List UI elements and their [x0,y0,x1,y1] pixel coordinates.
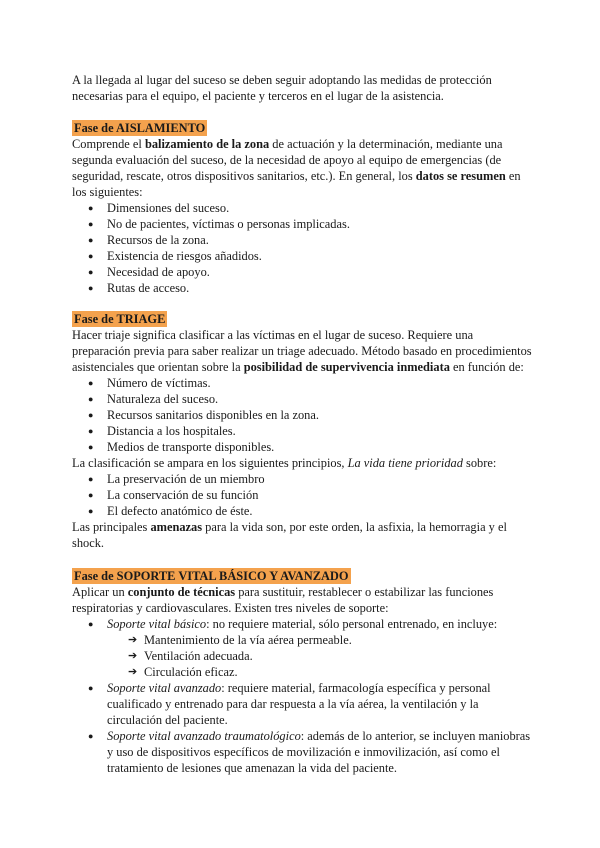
list-item: ● Dimensiones del suceso. [72,200,534,216]
soporte-basico-sublist [72,632,534,680]
list-item: ● Distancia a los hospitales. [72,423,534,439]
text-run: : requiere material, farmacología específica y personal cualificado y entrenado para dar respuesta a la vía aérea, la ventilación y la circulación del paciente. [107,681,491,727]
intro-section [72,72,534,104]
soporte-levels-list-cont [72,680,534,776]
aislamiento-paragraph [72,136,534,200]
soporte-heading: Fase de SOPORTE VITAL BÁSICO Y AVANZADO [74,569,349,583]
text-run: para sustituir, restablecer o estabilizar las funciones respiratorias y cardiovasculares. Existen tres niveles de soporte: [72,585,494,615]
aislamiento-list [72,200,534,296]
triage-principles-intro [72,455,534,471]
bold-run: balizamiento de la zona [144,137,270,151]
list-item: ● Recursos de la zona. [72,232,534,248]
triage-principles-list [72,471,534,519]
list-item: ● El defecto anatómico de éste. [72,503,534,519]
italic-run: Soporte vital avanzado [107,681,222,695]
list-item: ● Naturaleza del suceso. [72,391,534,407]
list-item: ● Número de víctimas. [72,375,534,391]
aislamiento-heading: Fase de AISLAMIENTO [74,121,206,135]
italic-run: La vida tiene prioridad [347,456,463,470]
text-run: de actuación y la determinación, mediante una segunda evaluación del suceso, de la necesidad de apoyo al equipo de emergencias (de seguridad, rescate, otros dispositivos sanitarios, etc.). En general, los [72,137,503,183]
soporte-avanzado-item [72,680,534,728]
text-run: La clasificación se ampara en los siguientes principios, [72,456,348,470]
triage-list [72,375,534,455]
triage-heading: Fase de TRIAGE [74,312,166,326]
soporte-paragraph [72,584,534,616]
text-run: para la vida son, por este orden, la asfixia, la hemorragia y el shock. [72,520,507,550]
sub-list-item: ➔ Circulación eficaz. [72,664,534,680]
list-item: ● La preservación de un miembro [72,471,534,487]
sub-list-item: ➔ Ventilación adecuada. [72,648,534,664]
text-run: Las principales [72,520,151,534]
text-run: sobre: [462,456,497,470]
list-item: ● Necesidad de apoyo. [72,264,534,280]
sub-list-item: ➔ Mantenimiento de la vía aérea permeable. [72,632,534,648]
list-item: ● No de pacientes, víctimas o personas implicadas. [72,216,534,232]
list-item: ● Recursos sanitarios disponibles en la zona. [72,407,534,423]
text-run: : además de lo anterior, se incluyen maniobras y uso de dispositivos específicos de movilización e inmovilización, así como el tratamiento de lesiones que amenazan la vida del paciente. [107,729,531,775]
text-run: en función de: [449,360,524,374]
bold-run: amenazas [150,520,203,534]
intro-paragraph: A la llegada al lugar del suceso se deben seguir adoptando las medidas de protección necesarias para el equipo, el paciente y terceros en el lugar de la asistencia. [72,73,492,103]
list-item: ● Existencia de riesgos añadidos. [72,248,534,264]
text-run: Aplicar un [72,585,128,599]
bold-run: datos se resumen [415,169,506,183]
aislamiento-section [72,120,534,296]
triage-section [72,311,534,551]
bold-run: posibilidad de supervivencia inmediata [243,360,450,374]
text-run: Comprende el [72,137,145,151]
list-item: ● La conservación de su función [72,487,534,503]
triage-paragraph [72,327,534,375]
soporte-basico-item [72,616,534,632]
text-run: Hacer triaje significa clasificar a las víctimas en el lugar de suceso. Requiere una preparación previa para saber realizar un triage adecuado. Método basado en procedimientos asistenciales que orientan sobre la [72,328,532,374]
soporte-trauma-item [72,728,534,776]
list-item: ● Rutas de acceso. [72,280,534,296]
bold-run: conjunto de técnicas [127,585,236,599]
soporte-section [72,568,534,776]
text-run: : no requiere material, sólo personal entrenado, en incluye: [206,617,498,631]
italic-run: Soporte vital avanzado traumatológico [107,729,301,743]
triage-threats-paragraph [72,519,534,551]
italic-run: Soporte vital básico [107,617,207,631]
soporte-levels-list [72,616,534,632]
text-run: en los siguientes: [72,169,521,199]
list-item: ● Medios de transporte disponibles. [72,439,534,455]
